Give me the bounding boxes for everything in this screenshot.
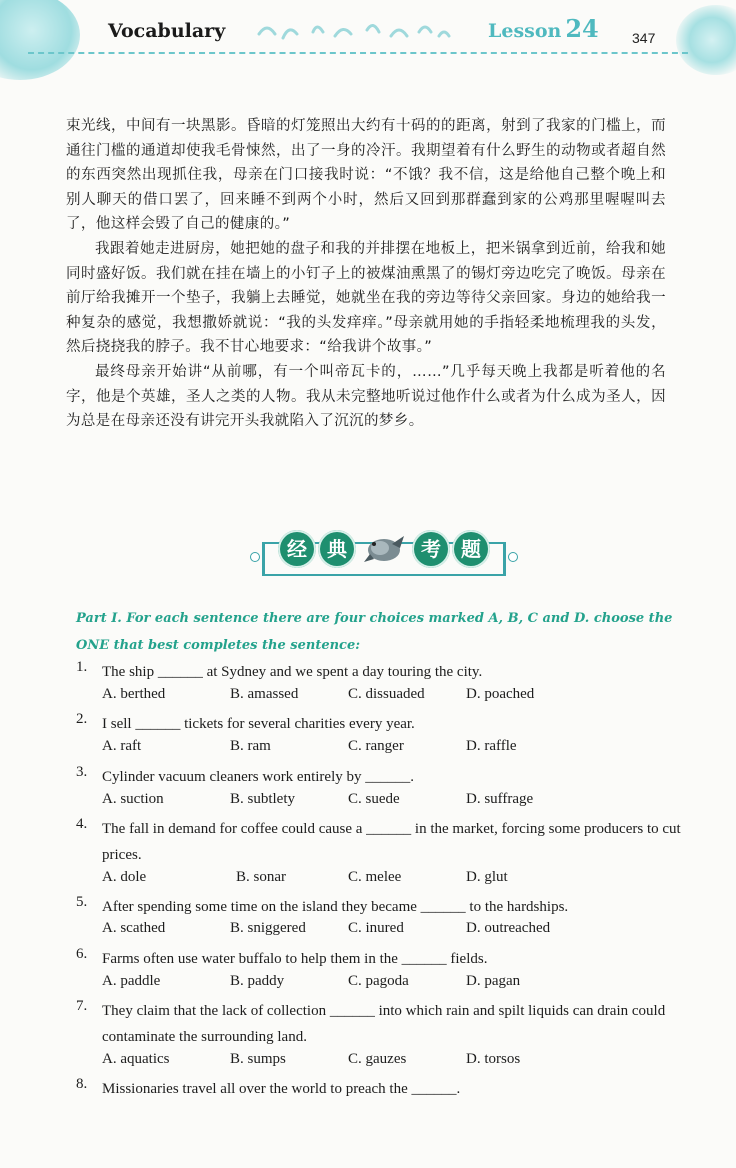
paragraph: 束光线，中间有一块黑影。昏暗的灯笼照出大约有十码的的距离，射到了我家的门槛上，而通往门槛的通道却使我毛骨悚然，出了一身的冷汗。我期望着有什么野生的动物或者超自然的东西突然出现抓住我，母亲在门口接我时说：“不饿？我不信，这是给他自己整个晚上和别人聊天的借口罢了，回来睡不到两个小时，然后又回到那群蠢到家的公鸡那里喔喔叫去了，他这样会毁了自己的健康的。” bbox=[66, 118, 666, 233]
page-header bbox=[0, 0, 736, 80]
question-number: 7. bbox=[76, 998, 88, 1014]
paragraph: 我跟着她走进厨房，她把她的盘子和我的并排摆在地板上，把米锅拿到近前，给我和她同时盛好饭。我们就在挂在墙上的小钉子上的被煤油熏黑了的锡灯旁边吃完了晚饭。母亲在前厅给我摊开一个垫子，我躺上去睡觉，她就坐在我的旁边等待父亲回家。身边的她给我一种复杂的感觉，我想撒娇就说：“我的头发痒痒。”母亲就用她的手指轻柔地梳理我的头发，然后挠挠我的脖子。我不甘心地要求：“给我讲个故事。” bbox=[66, 240, 666, 356]
option-c: C. melee bbox=[348, 869, 402, 885]
question-number: 6. bbox=[76, 946, 88, 962]
option-c: C. ranger bbox=[348, 738, 404, 754]
lesson-label bbox=[488, 14, 599, 43]
shell-decoration-left bbox=[0, 0, 80, 80]
banner-char: 经 bbox=[278, 530, 316, 568]
question-stem: The fall in demand for coffee could cause a ______ in the market, forcing some producers to cut prices. bbox=[102, 821, 681, 863]
option-c: C. pagoda bbox=[348, 973, 409, 989]
page-number: 347 bbox=[632, 30, 656, 46]
shell-decoration-right bbox=[676, 5, 736, 75]
option-a: A. dole bbox=[102, 869, 147, 885]
section-title: Vocabulary bbox=[108, 20, 226, 42]
question-stem: After spending some time on the island they became ______ to the hardships. bbox=[102, 899, 569, 915]
option-d: D. raffle bbox=[466, 738, 517, 754]
question-number: 8. bbox=[76, 1076, 88, 1092]
header-divider bbox=[28, 52, 688, 54]
option-b: B. sumps bbox=[230, 1051, 286, 1067]
option-a: A. berthed bbox=[102, 686, 166, 702]
option-b: B. subtlety bbox=[230, 791, 296, 807]
question-stem: Missionaries travel all over the world to preach the ______. bbox=[102, 1081, 461, 1097]
question-stem: Farms often use water buffalo to help them in the ______ fields. bbox=[102, 951, 488, 967]
banner-char: 题 bbox=[452, 530, 490, 568]
lesson-number: 24 bbox=[565, 14, 599, 43]
option-a: A. suction bbox=[102, 791, 164, 807]
question-stem: The ship ______ at Sydney and we spent a day touring the city. bbox=[102, 664, 483, 680]
option-a: A. paddle bbox=[102, 973, 161, 989]
question-number: 1. bbox=[76, 659, 88, 675]
option-b: B. sonar bbox=[236, 869, 286, 885]
option-c: C. suede bbox=[348, 791, 400, 807]
paragraph: 最终母亲开始讲“从前哪，有一个叫帝瓦卡的，……”几乎每天晚上我都是听着他的名字，他是个英雄，圣人之类的人物。我从未完整地听说过他作什么或者为什么成为圣人，因为总是在母亲还没有讲完开头我就陷入了沉沉的梦乡。 bbox=[66, 363, 666, 430]
option-d: D. suffrage bbox=[466, 791, 534, 807]
option-c: C. dissuaded bbox=[348, 686, 425, 702]
option-d: D. outreached bbox=[466, 920, 551, 936]
question-number: 4. bbox=[76, 816, 88, 832]
banner-dot-right bbox=[508, 552, 518, 562]
lesson-word: Lesson bbox=[488, 20, 562, 42]
classic-exam-banner bbox=[248, 524, 520, 578]
option-b: B. paddy bbox=[230, 973, 285, 989]
question-stem: They claim that the lack of collection ______ into which rain and spilt liquids can drain could contaminate the surrounding land. bbox=[102, 1003, 666, 1045]
option-d: D. torsos bbox=[466, 1051, 521, 1067]
bird-icon bbox=[362, 524, 408, 570]
option-a: A. aquatics bbox=[102, 1051, 170, 1067]
question-number: 3. bbox=[76, 764, 88, 780]
question-stem: Cylinder vacuum cleaners work entirely by ______. bbox=[102, 769, 414, 785]
option-c: C. gauzes bbox=[348, 1051, 407, 1067]
banner-char: 典 bbox=[318, 530, 356, 568]
question-number: 2. bbox=[76, 711, 88, 727]
exercise-instructions: Part I. For each sentence there are four choices marked A, B, C and D. choose the ONE that best completes the sentence: bbox=[76, 611, 673, 653]
option-b: B. ram bbox=[230, 738, 271, 754]
wave-ornament-icon bbox=[255, 16, 455, 46]
question-stem: I sell ______ tickets for several charities every year. bbox=[102, 716, 415, 732]
option-d: D. poached bbox=[466, 686, 535, 702]
banner-char: 考 bbox=[412, 530, 450, 568]
option-d: D. glut bbox=[466, 869, 508, 885]
banner-dot-left bbox=[250, 552, 260, 562]
option-b: B. amassed bbox=[230, 686, 299, 702]
option-a: A. scathed bbox=[102, 920, 166, 936]
question-number: 5. bbox=[76, 894, 88, 910]
translation-text bbox=[66, 114, 666, 434]
option-b: B. sniggered bbox=[230, 920, 306, 936]
option-d: D. pagan bbox=[466, 973, 521, 989]
option-a: A. raft bbox=[102, 738, 142, 754]
option-c: C. inured bbox=[348, 920, 404, 936]
